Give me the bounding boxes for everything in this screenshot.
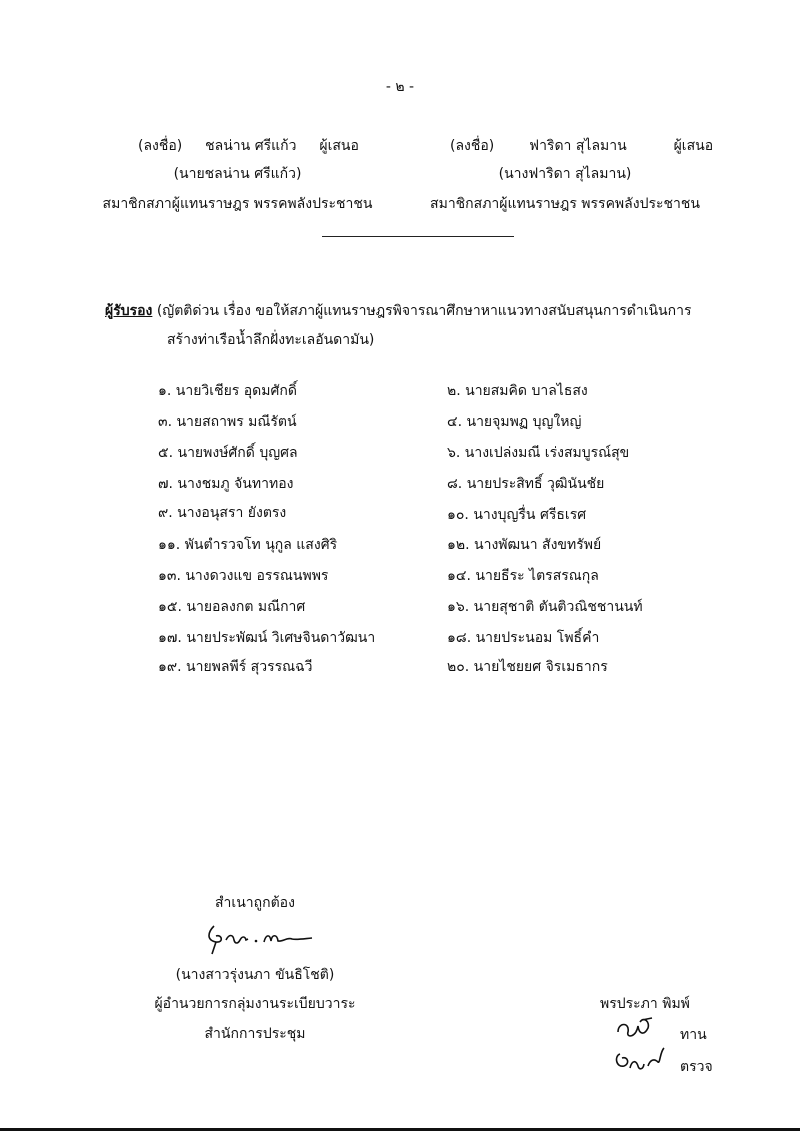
signed-label: (ลงชื่อ): [138, 138, 183, 154]
certified-copy-office: สำนักการประชุม: [204, 1026, 306, 1042]
endorser-item: ๑๕. นายอลงกต มณีกาศ: [158, 599, 306, 615]
handwritten-signature: [200, 918, 320, 958]
endorser-item: ๑๘. นายประนอม โพธิ์คำ: [447, 630, 600, 646]
endorser-item: ๑๔. นายธีระ ไตรสรณกุล: [447, 568, 599, 584]
page-number: - ๒ -: [385, 79, 415, 95]
endorser-item: ๑๙. นายพลพีร์ สุวรรณฉวี: [158, 659, 313, 675]
endorser-item: ๑๓. นางดวงแข อรรณนพพร: [158, 568, 329, 584]
certified-copy-position: ผู้อำนวยการกลุ่มงานระเบียบวาระ: [154, 996, 356, 1012]
endorser-item: ๒. นายสมคิด บาลไธสง: [447, 383, 588, 399]
checker-initials-mark: [612, 1044, 672, 1074]
proposer-full-name: (นายชลน่าน ศรีแก้ว): [173, 166, 302, 182]
motion-subject-line1: (ญัตติด่วน เรื่อง ขอให้สภาผู้แทนราษฎรพิจารณาศึกษาหาแนวทางสนับสนุนการดำเนินการ: [156, 303, 692, 319]
endorser-item: ๒๐. นายไชยยศ จิรเมธากร: [447, 659, 608, 675]
proposer-name: ฟาริดา สุไลมาน: [529, 138, 627, 154]
proposer-position: สมาชิกสภาผู้แทนราษฎร พรรคพลังประชาชน: [102, 196, 373, 212]
endorsers-heading: [105, 300, 691, 322]
endorser-item: ๑๑. พันตำรวจโท นุกูล แสงศิริ: [158, 537, 338, 553]
endorser-item: ๓. นายสถาพร มณีรัตน์: [158, 414, 297, 430]
endorser-item: ๙. นางอนุสรา ยังตรง: [158, 505, 287, 521]
endorser-item: ๘. นายประสิทธิ์ วุฒินันชัย: [447, 476, 605, 492]
endorser-item: ๑. นายวิเชียร อุดมศักดิ์: [158, 383, 297, 399]
proposer-role: ผู้เสนอ: [319, 138, 359, 154]
endorser-item: ๑๒. นางพัฒนา สังขทรัพย์: [447, 537, 602, 553]
typist-name: พรประภา พิมพ์: [600, 996, 690, 1012]
certified-copy-label: สำเนาถูกต้อง: [215, 895, 295, 911]
proposer-full-name: (นางฟาริดา สุไลมาน): [498, 166, 632, 182]
endorser-item: ๔. นายจุมพฏ บุญใหญ่: [447, 414, 582, 430]
endorser-item: ๑๐. นางบุญรื่น ศรีธเรศ: [447, 507, 587, 523]
endorser-item: ๗. นางชมภู จันทาทอง: [158, 476, 294, 492]
endorsers-label: ผู้รับรอง: [105, 303, 153, 319]
endorser-item: ๖. นางเปล่งมณี เร่งสมบูรณ์สุข: [447, 445, 630, 461]
signed-label: (ลงชื่อ): [450, 138, 495, 154]
signature-block-proposer-1: [100, 135, 375, 215]
endorser-item: ๕. นายพงษ์ศักดิ์ บุญศล: [158, 445, 298, 461]
proofread-label: ทาน: [680, 1027, 707, 1043]
checked-label: ตรวจ: [680, 1059, 713, 1075]
proofreader-initials-mark: [612, 1014, 664, 1042]
proposer-role: ผู้เสนอ: [673, 138, 714, 154]
signature-block-proposer-2: [420, 135, 714, 215]
endorser-item: ๑๖. นายสุชาติ ตันติวณิชชานนท์: [447, 599, 643, 615]
proposer-position: สมาชิกสภาผู้แทนราษฎร พรรคพลังประชาชน: [430, 196, 700, 212]
proposer-name: ชลน่าน ศรีแก้ว: [205, 138, 297, 154]
certified-copy-name: (นางสาวรุ่งนภา ขันธิโชติ): [175, 967, 335, 983]
endorser-item: ๑๗. นายประพัฒน์ วิเศษจินดาวัฒนา: [158, 630, 376, 646]
motion-subject-line2: สร้างท่าเรือน้ำลึกฝั่งทะเลอันดามัน): [167, 332, 375, 348]
section-divider: [322, 236, 514, 237]
